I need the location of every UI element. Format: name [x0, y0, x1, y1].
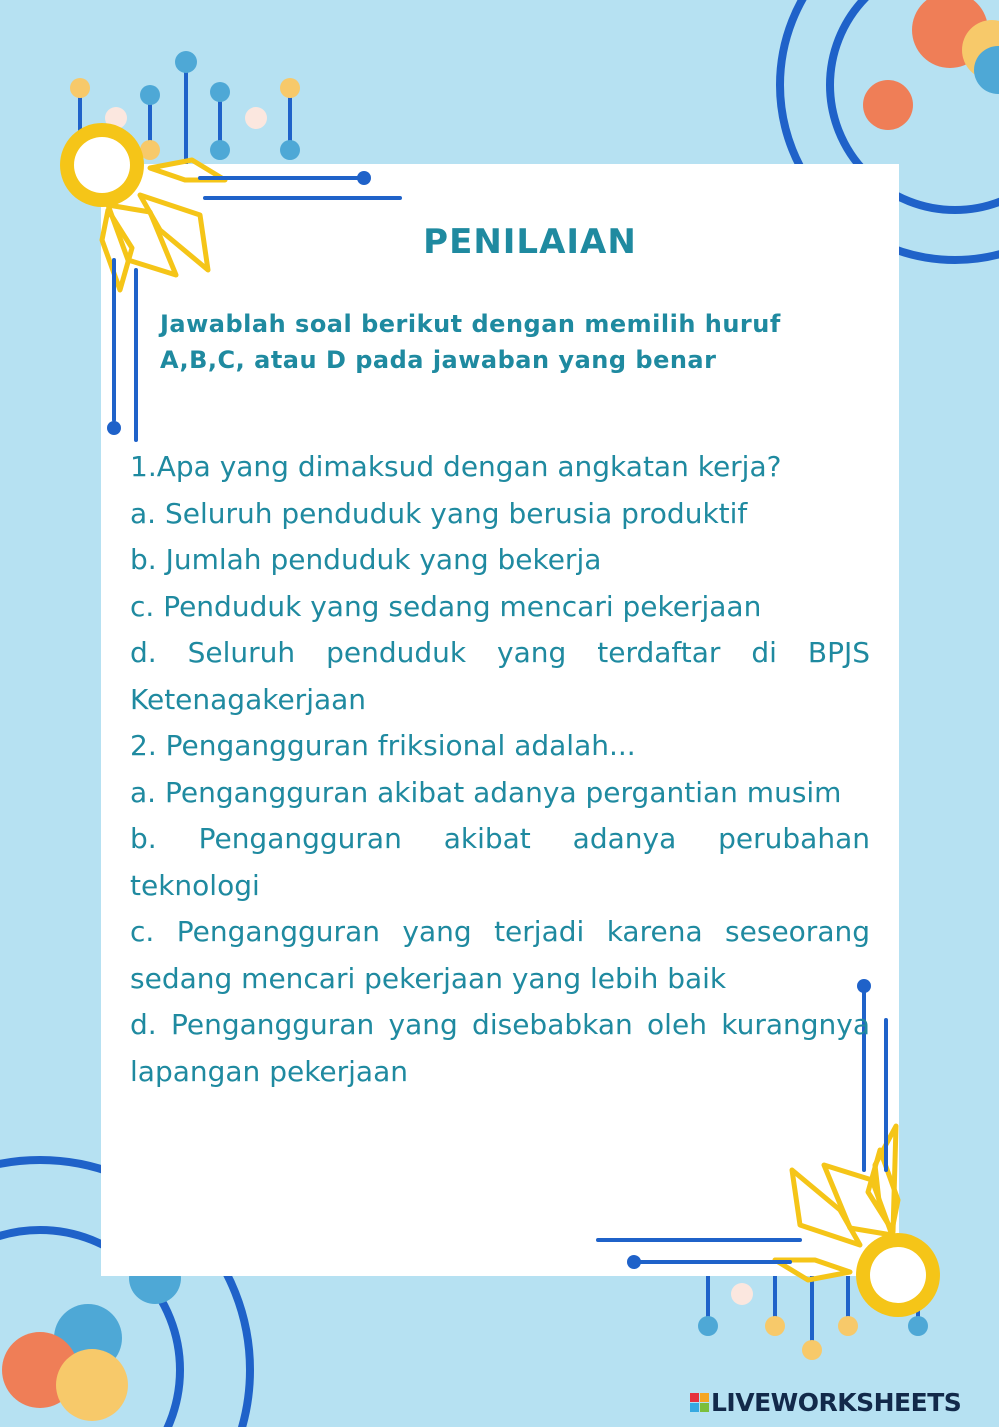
question-list — [130, 444, 870, 1095]
instruction-line: Jawablah soal berikut dengan memilih huruf — [160, 310, 781, 338]
instructions — [160, 306, 895, 378]
question-1-text: 1.Apa yang dimaksud dengan angkatan kerja? — [130, 450, 782, 483]
question-1-option-d: d. Seluruh penduduk yang terdaftar di BPJS Ketenagakerjaan — [130, 636, 870, 716]
question-1-option-c: c. Penduduk yang sedang mencari pekerjaan — [130, 589, 762, 623]
liveworksheets-brand — [690, 1386, 990, 1418]
question-1-option-b: b. Jumlah penduduk yang bekerja — [130, 543, 602, 576]
question-2-option-b: b. Pengangguran akibat adanya perubahan teknologi — [130, 822, 870, 902]
liveworksheets-logo-icon — [690, 1393, 709, 1412]
question-2-option-c: c. Pengangguran yang terjadi karena seseorang sedang mencari pekerjaan yang lebih baik — [130, 915, 870, 995]
instruction-line: A,B,C, atau D pada jawaban yang benar — [160, 346, 717, 374]
question-1-option-a: a. Seluruh penduduk yang berusia produktif — [130, 496, 748, 530]
question-2-text: 2. Pengangguran friksional adalah... — [130, 729, 636, 762]
top-left-sun-icon — [60, 123, 400, 440]
brand-name: LIVEWORKSHEETS — [711, 1387, 962, 1417]
question-2-option-d: d. Pengangguran yang disebabkan oleh kurangnya lapangan pekerjaan — [130, 1008, 870, 1088]
question-2-option-a: a. Pengangguran akibat adanya pergantian musim — [130, 775, 842, 809]
page-title: PENILAIAN — [423, 222, 637, 262]
